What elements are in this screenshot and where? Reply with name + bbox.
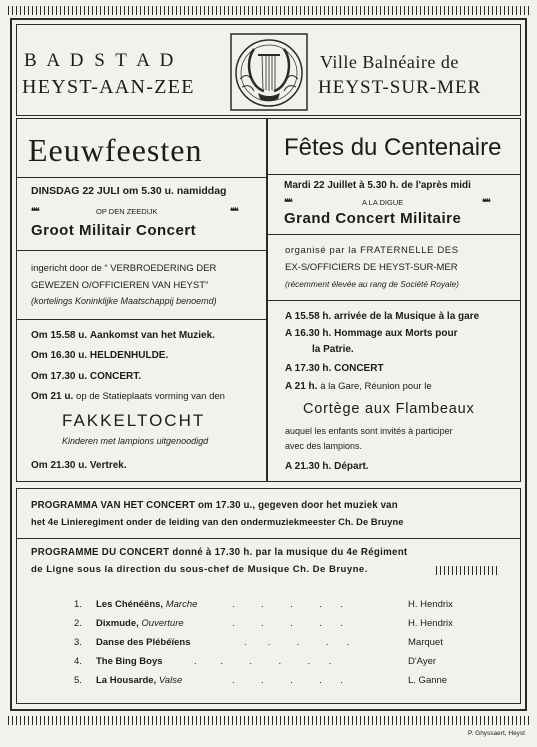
nl-schedule-2-desc: HELDENHULDE. <box>89 350 169 361</box>
fr-children-2: avec des lampions. <box>285 441 363 451</box>
nl-schedule-4 <box>31 391 225 402</box>
program-item-leader: . . . . . <box>232 675 343 686</box>
fr-schedule-5 <box>285 461 369 472</box>
nl-children: Kinderen met lampions uitgenoodigd <box>62 436 209 446</box>
nl-schedule-4-desc: op de Statieplaats vorming van den <box>76 391 225 402</box>
fr-schedule-5-desc: Départ. <box>334 461 369 472</box>
nl-org-3: (kortelings Koninklijke Maatschappij benoemd) <box>31 296 217 306</box>
header-left-top: B A D S T A D <box>24 50 177 71</box>
fr-concert: Grand Concert Militaire <box>284 210 462 227</box>
fr-torch: Cortège aux Flambeaux <box>303 401 475 417</box>
nl-title: Eeuwfeesten <box>28 132 203 168</box>
program-item-leader: . . . . . <box>232 599 343 610</box>
fr-schedule-4-desc: à la Gare, Réunion pour le <box>320 381 432 392</box>
program-fr-line-1: PROGRAMME DU CONCERT donné à 17.30 h. par la musique du 4e Régiment <box>31 547 408 558</box>
header-right-top: Ville Balnéaire de <box>320 52 459 72</box>
fr-date: Mardi 22 Juillet à 5.30 h. de l'après midi <box>284 180 471 191</box>
program-nl-line-1: PROGRAMMA VAN HET CONCERT om 17.30 u., gegeven door het muziek van <box>31 500 398 511</box>
program-item-leader: . . . . . <box>244 637 350 648</box>
nl-schedule-5-desc: Vertrek. <box>89 460 127 471</box>
nl-title-rule <box>16 177 266 178</box>
fr-title-rule <box>266 174 521 175</box>
nl-date: DINSDAG 22 JULI om 5.30 u. namiddag <box>31 185 227 197</box>
fr-schedule-1-desc: arrivée de la Musique à la gare <box>334 311 480 322</box>
program-item-title: La Housarde, <box>96 675 157 686</box>
nl-schedule-1-time: Om 15.58 u. <box>31 330 88 341</box>
program-item-title-group <box>96 675 182 686</box>
nl-mark-right: ❛❛❛❛ <box>230 206 238 216</box>
fr-schedule-3-time: A 17.30 h. <box>285 363 332 374</box>
bottom-hatch-border <box>8 716 529 725</box>
fr-schedule-4-time: A 21 h. <box>285 381 318 392</box>
program-item-composer: L. Ganne <box>408 675 448 686</box>
program-item-title-group <box>96 599 197 610</box>
program-item <box>74 675 474 691</box>
program-item-title: Dixmude, <box>96 618 139 629</box>
program-item-leader: . . . . . <box>232 618 343 629</box>
nl-schedule-3 <box>31 371 141 382</box>
program-item-composer: D'Ayer <box>408 656 437 667</box>
program-end-hatch <box>436 566 498 575</box>
fr-children-1: auquel les enfants sont invités à participer <box>285 426 453 436</box>
fr-schedule-3-desc: CONCERT <box>334 363 384 374</box>
fr-rule-2 <box>266 300 521 301</box>
fr-schedule-2-desc-cont: la Patrie. <box>312 344 354 355</box>
fr-title: Fêtes du Centenaire <box>284 134 502 161</box>
program-item-composer: H. Hendrix <box>408 618 453 629</box>
program-item-title: The Bing Boys <box>96 656 163 667</box>
nl-schedule-3-time: Om 17.30 u. <box>31 371 88 382</box>
top-hatch-border <box>8 6 529 15</box>
program-item-title: Les Chénéëns, <box>96 599 164 610</box>
nl-schedule-4-time: Om 21 u. <box>31 391 74 402</box>
program-item-composer: H. Hendrix <box>408 599 453 610</box>
nl-torch: FAKKELTOCHT <box>62 411 206 430</box>
program-item <box>74 637 474 653</box>
nl-schedule-5 <box>31 460 127 471</box>
fr-schedule-1 <box>285 311 479 322</box>
nl-concert: Groot Militair Concert <box>31 222 197 239</box>
nl-org-2: GEWEZEN O/OFFICIEREN VAN HEYST” <box>31 280 209 291</box>
fr-schedule-2-desc: Hommage aux Morts pour <box>334 328 458 339</box>
program-item-type: Marche <box>165 599 198 610</box>
program-item-composer: Marquet <box>408 637 443 648</box>
nl-schedule-2 <box>31 350 168 361</box>
fr-mark-left: ❛❛❛❛ <box>284 197 292 207</box>
lyre-emblem-icon <box>230 33 308 111</box>
nl-place: OP DEN ZEEDIJK <box>96 207 158 216</box>
program-item-number: 5. <box>74 675 82 686</box>
program-item-number: 3. <box>74 637 82 648</box>
header-right-bottom: HEYST-SUR-MER <box>318 77 482 98</box>
program-item-leader: . . . . . . <box>194 656 332 667</box>
nl-schedule-5-time: Om 21.30 u. <box>31 460 88 471</box>
nl-schedule-1-desc: Aankomst van het Muziek. <box>89 330 215 341</box>
program-item-number: 2. <box>74 618 82 629</box>
program-item <box>74 656 474 672</box>
program-item-type: Valse <box>158 675 183 686</box>
nl-schedule-1 <box>31 330 215 341</box>
program-nl-line-2: het 4e Linieregiment onder de leiding van den ondermuziekmeester Ch. De Bruyne <box>31 517 404 527</box>
nl-schedule-3-desc: CONCERT. <box>89 371 142 382</box>
fr-org-2: EX-S/OFFICIERS DE HEYST-SUR-MER <box>285 262 458 273</box>
program-item-number: 1. <box>74 599 82 610</box>
nl-org-1: ingericht door de “ VERBROEDERING DER <box>31 263 217 274</box>
program-item <box>74 599 474 615</box>
fr-mark-right: ❛❛❛❛ <box>482 197 490 207</box>
fr-schedule-2 <box>285 328 457 339</box>
program-item-type: Ouverture <box>141 618 184 629</box>
nl-rule-2 <box>16 319 266 320</box>
program-item-title: Danse des Plébéïens <box>96 637 191 648</box>
program-item-title-group <box>96 618 184 629</box>
header-left-bottom: HEYST-AAN-ZEE <box>22 76 195 98</box>
fr-org-3: (récemment élevée au rang de Société Royale) <box>285 279 459 289</box>
fr-place: A LA DIGUE <box>362 198 404 207</box>
program-item <box>74 618 474 634</box>
fr-schedule-1-time: A 15.58 h. <box>285 311 332 322</box>
fr-schedule-5-time: A 21.30 h. <box>285 461 332 472</box>
fr-rule-1 <box>266 234 521 235</box>
fr-org-1: organisé par la FRATERNELLE DES <box>285 245 459 256</box>
nl-rule-1 <box>16 250 266 251</box>
program-item-number: 4. <box>74 656 82 667</box>
fr-schedule-2-time: A 16.30 h. <box>285 328 332 339</box>
nl-schedule-2-time: Om 16.30 u. <box>31 350 88 361</box>
program-rule <box>16 538 521 539</box>
fr-schedule-3 <box>285 363 384 374</box>
printer-credit: P. Ghyssaert, Heyst <box>468 730 525 737</box>
nl-mark-left: ❛❛❛❛ <box>31 206 39 216</box>
fr-schedule-4 <box>285 381 432 392</box>
program-fr-line-2: de Ligne sous la direction du sous-chef de Musique Ch. De Bruyne. <box>31 564 368 575</box>
